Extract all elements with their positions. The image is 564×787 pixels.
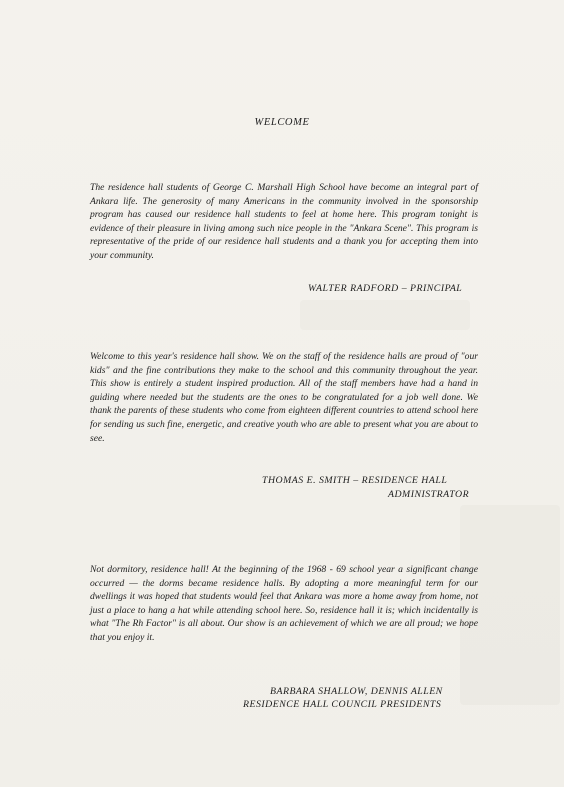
- signature-principal: WALTER RADFORD – PRINCIPAL: [308, 283, 463, 294]
- welcome-paragraph-council: Not dormitory, residence hall! At the beginning of the 1968 - 69 school year a significant change occurred — the dorms became residence halls. By adopting a more meaningful term for our dwellings it was hoped that students would feel that Ankara was more a home away from home, not just a place to hang a hat while attending school here. So, residence hall it is; which incidentally is what "The Rh Factor" is all about. Our show is an achievement of which we are all proud; we hope that you enjoy it.: [90, 564, 478, 643]
- signature-council-line2: RESIDENCE HALL COUNCIL PRESIDENTS: [243, 699, 442, 710]
- signature-administrator-line2: ADMINISTRATOR: [388, 489, 470, 500]
- signature-administrator-line1: THOMAS E. SMITH – RESIDENCE HALL: [262, 475, 448, 486]
- signature-council-line1: BARBARA SHALLOW, DENNIS ALLEN: [270, 686, 443, 697]
- bleed-through-texture: [300, 300, 470, 330]
- page-title: WELCOME: [254, 117, 310, 128]
- welcome-paragraph-principal: The residence hall students of George C. Marshall High School have become an integral part of Ankara life. The generosity of many Americans in the community involved in the sponsorship program has caused our residence hall students to feel at home here. This program tonight is evidence of their pleasure in living among such nice people in the "Ankara Scene". This program is representative of the pride of our residence hall students and a thank you for accepting them into your community.: [90, 182, 478, 261]
- welcome-paragraph-administrator: Welcome to this year's residence hall show. We on the staff of the residence halls are proud of "our kids" and the fine contributions they make to the school and this community throughout the year. This show is entirely a student inspired production. All of the staff members have had a hand in guiding where needed but the students are the ones to be congratulated for a job well done. We thank the parents of these students who come from eighteen different countries to attend school here for sending us such fine, energetic, and creative youth who are able to present what you are about to see.: [90, 351, 478, 444]
